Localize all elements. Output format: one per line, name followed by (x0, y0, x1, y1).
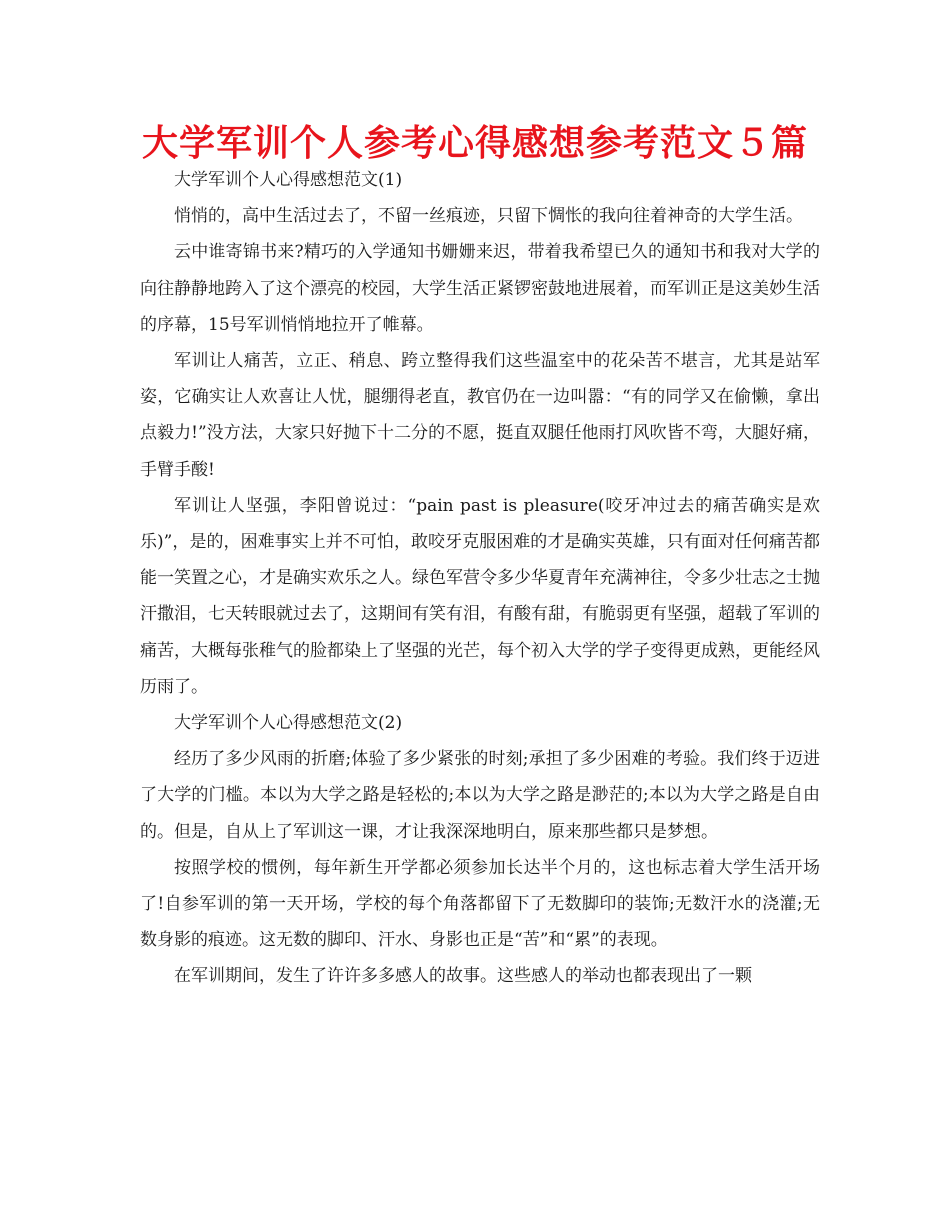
document-title: 大学军训个人参考心得感想参考范文５篇 (141, 123, 808, 164)
paragraph: 经历了多少风雨的折磨;体验了多少紧张的时刻;承担了多少困难的考验。我们终于迈进了大学的门槛。本以为大学之路是轻松的;本以为大学之路是渺茫的;本以为大学之路是自由的。但是，自从上了军训这一课，才让我深深地明白，原来那些都只是梦想。 (140, 749, 820, 842)
paragraph: 云中谁寄锦书来?精巧的入学通知书姗姗来迟，带着我希望已久的通知书和我对大学的向往静静地跨入了这个漂亮的校园，大学生活正紧锣密鼓地进展着，而军训正是这美妙生活的序幕，15号军训悄悄地拉开了帷幕。 (140, 242, 820, 335)
paragraph: 悄悄的，高中生活过去了，不留一丝痕迹，只留下惆怅的我向往着神奇的大学生活。 (174, 206, 803, 227)
paragraph: 军训让人痛苦，立正、稍息、跨立整得我们这些温室中的花朵苦不堪言，尤其是站军姿，它确实让人欢喜让人忧，腿绷得老直，教官仍在一边叫嚣：“有的同学又在偷懒，拿出点毅力!”没方法，大家只好抛下十二分的不愿，挺直双腿任他雨打风吹皆不弯，大腿好痛，手臂手酸! (140, 351, 820, 480)
section-heading-2: 大学军训个人心得感想范文(2) (174, 713, 403, 734)
paragraph: 按照学校的惯例，每年新生开学都必须参加长达半个月的，这也标志着大学生活开场了!自参军训的第一天开场，学校的每个角落都留下了无数脚印的装饰;无数汗水的浇灌;无数身影的痕迹。这无数的脚印、汗水、身影也正是“苦”和“累”的表现。 (140, 857, 820, 951)
paragraph: 军训让人坚强，李阳曾说过：“pain past is pleasure(咬牙冲过去的痛苦确实是欢乐)”，是的，困难事实上并不可怕，敢咬牙克服困难的才是确实英雄，只有面对任何痛苦都能一笑置之心，才是确实欢乐之人。绿色军营令多少华夏青年充满神往，令多少壮志之士抛汗撒泪，七天转眼就过去了，这期间有笑有泪，有酸有甜，有脆弱更有坚强，超载了军训的痛苦，大概每张稚气的脸都染上了坚强的光芒，每个初入大学的学子变得更成熟，更能经风历雨了。 (140, 495, 820, 697)
section-heading-1: 大学军训个人心得感想范文(1) (174, 170, 403, 190)
paragraph: 在军训期间，发生了许许多多感人的故事。这些感人的举动也都表现出了一颗 (174, 966, 752, 987)
document-body (140, 162, 820, 995)
